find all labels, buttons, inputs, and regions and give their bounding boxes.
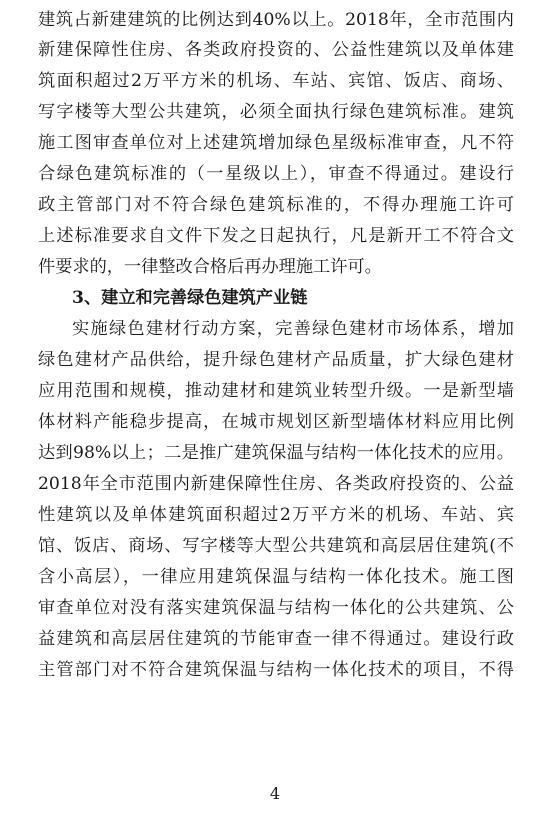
text-line: 体材料产能稳步提高，在城市规划区新型墙体材料应用比例 — [38, 412, 514, 432]
text-line: 性建筑以及单体建筑面积超过2万平方米的机场、车站、宾 — [38, 505, 514, 525]
text-line: 写字楼等大型公共建筑，必须全面执行绿色建筑标准。建筑 — [38, 102, 514, 122]
text-line: 上述标准要求自文件下发之日起执行，凡是新开工不符合文 — [38, 226, 514, 246]
text-line: 达到98%以上；二是推广建筑保温与结构一体化技术的应用。 — [38, 443, 514, 463]
text-line: 件要求的，一律整改合格后再办理施工许可。 — [38, 257, 382, 277]
text-line: 筑面积超过2万平方米的机场、车站、宾馆、饭店、商场、 — [38, 71, 514, 91]
text-line: 益建筑和高层居住建筑的节能审查一律不得通过。建设行政 — [38, 629, 514, 649]
text-line: 应用范围和规模，推动建材和建筑业转型升级。一是新型墙 — [38, 381, 514, 401]
text-line: 建筑占新建建筑的比例达到40%以上。2018年，全市范围内 — [38, 10, 514, 30]
text-line: 实施绿色建材行动方案，完善绿色建材市场体系，增加 — [72, 319, 514, 339]
page-number: 4 — [269, 784, 281, 803]
text-line: 合绿色建筑标准的（一星级以上），审查不得通过。建设行 — [38, 164, 514, 184]
text-line: 绿色建材产品供给，提升绿色建材产品质量，扩大绿色建材 — [38, 350, 514, 370]
text-line: 馆、饭店、商场、写字楼等大型公共建筑和高层居住建筑(不 — [38, 536, 514, 556]
text-line: 主管部门对不符合建筑保温与结构一体化技术的项目，不得 — [38, 660, 514, 680]
text-line: 政主管部门对不符合绿色建筑标准的，不得办理施工许可 — [38, 195, 514, 215]
section-heading: 3、建立和完善绿色建筑产业链 — [72, 288, 308, 308]
text-line: 2018年全市范围内新建保障性住房、各类政府投资的、公益 — [38, 474, 514, 494]
text-line: 新建保障性住房、各类政府投资的、公益性建筑以及单体建 — [38, 40, 514, 60]
text-line: 含小高层），一律应用建筑保温与结构一体化技术。施工图 — [38, 567, 514, 587]
text-line: 施工图审查单位对上述建筑增加绿色星级标准审查，凡不符 — [38, 133, 514, 153]
text-line: 审查单位对没有落实建筑保温与结构一体化的公共建筑、公 — [38, 598, 514, 618]
